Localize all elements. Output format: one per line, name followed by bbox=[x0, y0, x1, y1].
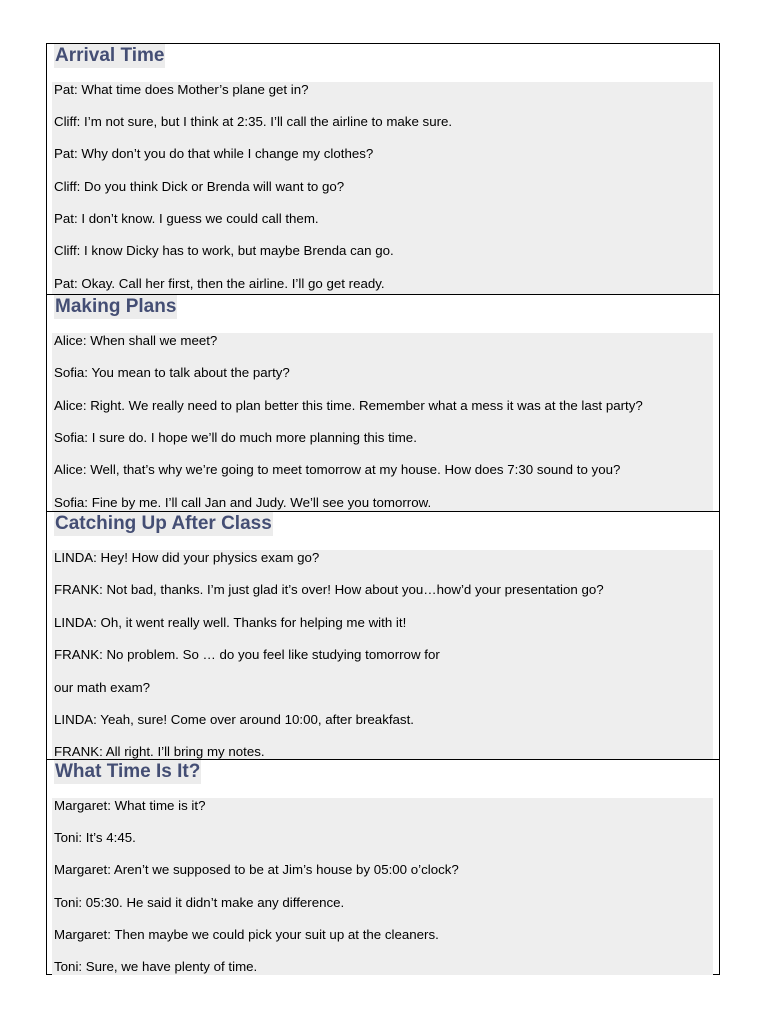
section-title: Making Plans bbox=[55, 296, 177, 317]
section-title: Arrival Time bbox=[55, 45, 165, 66]
dialogue-line: Pat: Okay. Call her first, then the airline. I’ll go get ready. bbox=[54, 276, 385, 291]
dialogue-block bbox=[52, 798, 713, 975]
dialogue-line: Pat: Why don’t you do that while I change my clothes? bbox=[54, 146, 374, 161]
dialogue-block bbox=[52, 550, 713, 760]
dialogue-line: Sofia: Fine by me. I’ll call Jan and Judy. We’ll see you tomorrow. bbox=[54, 495, 432, 510]
dialogue-line: Margaret: Then maybe we could pick your suit up at the cleaners. bbox=[54, 927, 439, 942]
dialogue-line: FRANK: All right. I’ll bring my notes. bbox=[54, 744, 265, 759]
section-title: What Time Is It? bbox=[55, 761, 201, 782]
dialogue-line: Sofia: I sure do. I hope we’ll do much more planning this time. bbox=[54, 430, 417, 445]
dialogue-line: Toni: It’s 4:45. bbox=[54, 830, 136, 845]
dialogue-line: Alice: When shall we meet? bbox=[54, 333, 218, 348]
dialogue-line: Cliff: Do you think Dick or Brenda will want to go? bbox=[54, 179, 345, 194]
section-arrival-time bbox=[47, 44, 719, 294]
section-what-time-is-it bbox=[47, 759, 719, 975]
dialogue-line: Toni: 05:30. He said it didn’t make any difference. bbox=[54, 895, 345, 910]
dialogue-block bbox=[52, 333, 713, 512]
dialogue-line: LINDA: Hey! How did your physics exam go? bbox=[54, 550, 320, 565]
dialogue-document bbox=[46, 43, 720, 975]
dialogue-line: Sofia: You mean to talk about the party? bbox=[54, 365, 290, 380]
dialogue-line: LINDA: Yeah, sure! Come over around 10:00, after breakfast. bbox=[54, 712, 414, 727]
dialogue-line: Pat: I don’t know. I guess we could call them. bbox=[54, 211, 319, 226]
dialogue-line: FRANK: No problem. So … do you feel like studying tomorrow for bbox=[54, 647, 440, 662]
dialogue-line: Toni: Sure, we have plenty of time. bbox=[54, 959, 258, 974]
dialogue-block bbox=[52, 82, 713, 294]
dialogue-line: FRANK: Not bad, thanks. I’m just glad it’s over! How about you…how’d your presentation go? bbox=[54, 582, 604, 597]
dialogue-line: Margaret: Aren’t we supposed to be at Jim’s house by 05:00 o’clock? bbox=[54, 862, 459, 877]
dialogue-line: Alice: Right. We really need to plan better this time. Remember what a mess it was at the last party? bbox=[54, 398, 643, 413]
dialogue-line: LINDA: Oh, it went really well. Thanks for helping me with it! bbox=[54, 615, 407, 630]
section-title: Catching Up After Class bbox=[55, 513, 272, 534]
section-catching-up-after-class bbox=[47, 511, 719, 760]
dialogue-line: our math exam? bbox=[54, 680, 151, 695]
dialogue-line: Alice: Well, that’s why we’re going to meet tomorrow at my house. How does 7:30 sound to you? bbox=[54, 462, 621, 477]
dialogue-line: Margaret: What time is it? bbox=[54, 798, 206, 813]
section-making-plans bbox=[47, 294, 719, 512]
dialogue-line: Pat: What time does Mother’s plane get in? bbox=[54, 82, 309, 97]
dialogue-line: Cliff: I know Dicky has to work, but maybe Brenda can go. bbox=[54, 243, 394, 258]
dialogue-line: Cliff: I’m not sure, but I think at 2:35. I’ll call the airline to make sure. bbox=[54, 114, 453, 129]
